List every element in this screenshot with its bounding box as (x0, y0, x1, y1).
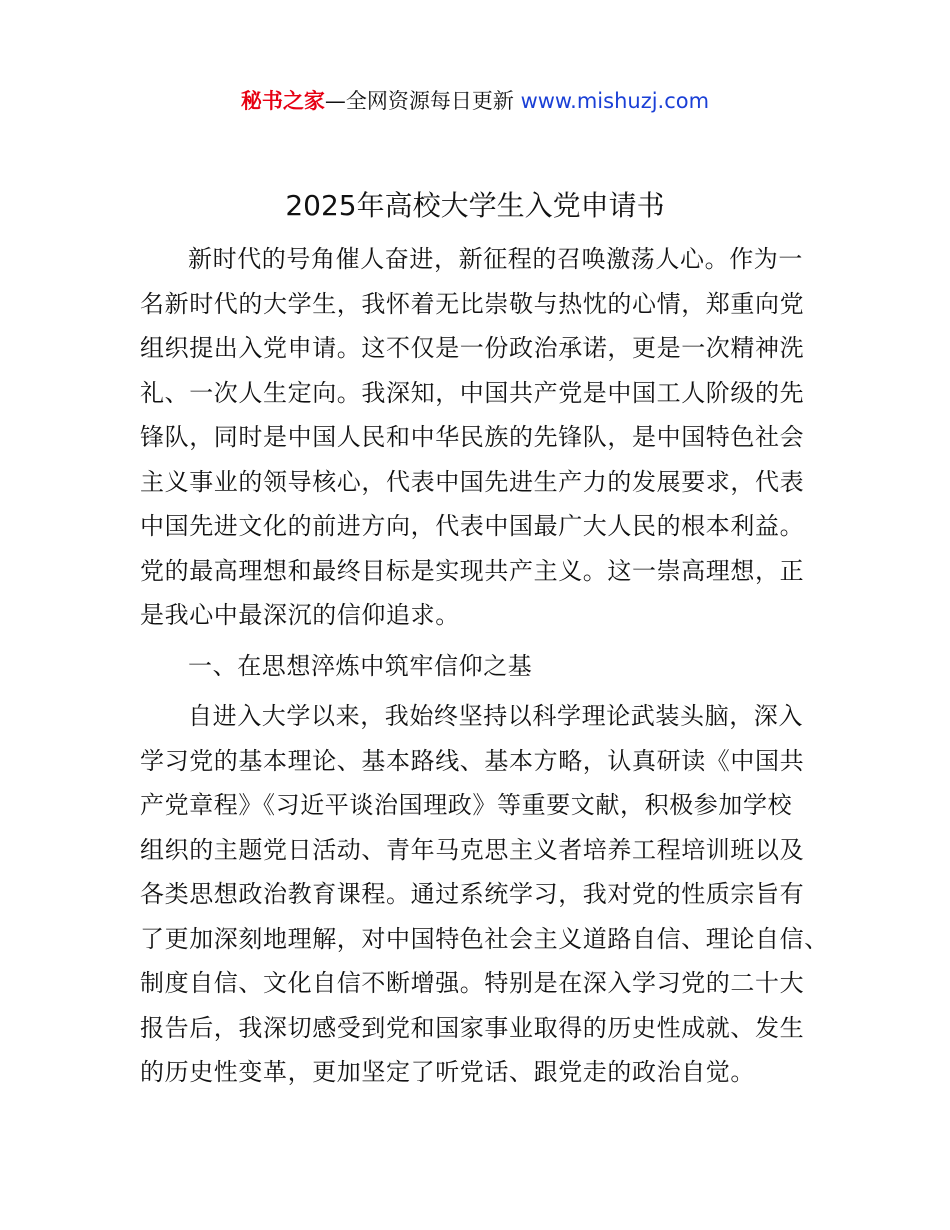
site-tagline: —全网资源每日更新 (324, 89, 514, 113)
paragraph-line: 名新时代的大学生，我怀着无比崇敬与热忱的心情，郑重向党 (140, 289, 805, 318)
paragraph-line: 制度自信、文化自信不断增强。特别是在深入学习党的二十大 (140, 969, 805, 997)
paragraph-line: 中国先进文化的前进方向，代表中国最广大人民的根本利益。 (140, 512, 805, 540)
paragraph-line: 组织的主题党日活动、青年马克思主义者培养工程培训班以及 (140, 835, 805, 864)
paragraph-section1 (140, 694, 829, 1095)
paragraph-intro (140, 237, 814, 638)
paragraph-line: 各类思想政治教育课程。通过系统学习，我对党的性质宗旨有 (140, 880, 805, 908)
paragraph-line: 组织提出入党申请。这不仅是一份政治承诺，更是一次精神洗 (140, 334, 805, 362)
site-url-link[interactable]: www.mishuzj.com (520, 89, 710, 113)
paragraph-line: 产党章程》《习近平谈治国理政》等重要文献，积极参加学校 (140, 791, 793, 819)
paragraph-line: 学习党的基本理论、基本路线、基本方略，认真研读《中国共 (140, 746, 805, 775)
paragraph-line: 报告后，我深切感受到党和国家事业取得的历史性成就、发生 (140, 1013, 805, 1042)
section-heading: 一、在思想淬炼中筑牢信仰之基 (188, 651, 533, 680)
paragraph-line: 礼、一次人生定向。我深知，中国共产党是中国工人阶级的先 (140, 378, 805, 407)
paragraph-line: 党的最高理想和最终目标是实现共产主义。这一崇高理想，正 (140, 556, 805, 585)
paragraph-line: 新时代的号角催人奋进，新征程的召唤激荡人心。作为一 (188, 245, 803, 273)
paragraph-line: 了更加深刻地理解，对中国特色社会主义道路自信、理论自信、 (140, 924, 829, 953)
site-brand: 秘书之家 (240, 89, 325, 113)
paragraph-line: 主义事业的领导核心，代表中国先进生产力的发展要求，代表 (140, 467, 805, 496)
paragraph-line: 自进入大学以来，我始终坚持以科学理论武装头脑，深入 (188, 702, 803, 730)
document-body (140, 237, 829, 1095)
paragraph-line: 是我心中最深沉的信仰追求。 (140, 601, 460, 629)
paragraph-line: 锋队，同时是中国人民和中华民族的先锋队，是中国特色社会 (140, 423, 805, 451)
site-header (0, 86, 950, 116)
paragraph-line: 的历史性变革，更加坚定了听党话、跟党走的政治自觉。 (140, 1058, 755, 1086)
document-title: 2025年高校大学生入党申请书 (285, 189, 665, 222)
